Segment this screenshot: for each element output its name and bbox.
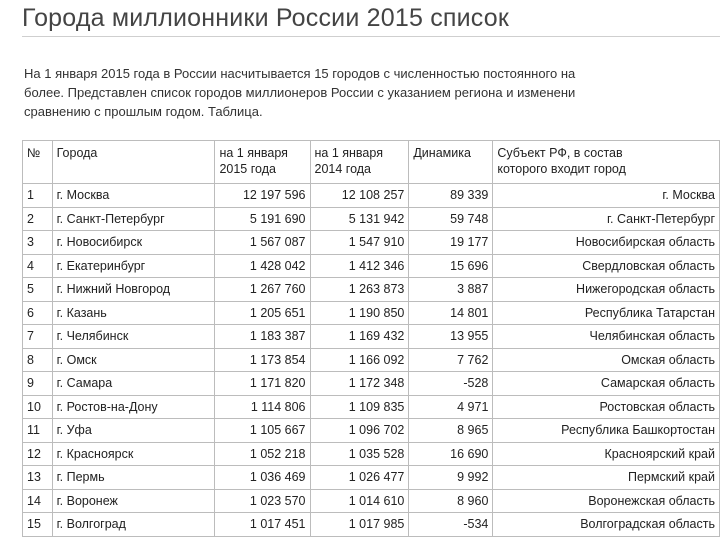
cell-subject: Воронежская область	[493, 489, 720, 513]
cell-2015: 1 023 570	[215, 489, 310, 513]
cell-2015: 1 036 469	[215, 466, 310, 490]
cell-num: 14	[23, 489, 53, 513]
cell-dynamics: 8 960	[409, 489, 493, 513]
cell-2014: 1 035 528	[310, 442, 409, 466]
table-row	[23, 513, 720, 537]
cell-num: 7	[23, 325, 53, 349]
header-2015	[215, 141, 310, 184]
cell-num: 11	[23, 419, 53, 443]
cell-dynamics: 3 887	[409, 278, 493, 302]
cell-2014: 1 190 850	[310, 301, 409, 325]
cell-num: 8	[23, 348, 53, 372]
cell-city: г. Уфа	[52, 419, 215, 443]
cell-num: 10	[23, 395, 53, 419]
cell-2014: 1 263 873	[310, 278, 409, 302]
cell-2014: 1 547 910	[310, 231, 409, 255]
cell-dynamics: -534	[409, 513, 493, 537]
cell-city: г. Самара	[52, 372, 215, 396]
cell-num: 12	[23, 442, 53, 466]
cell-2015: 1 052 218	[215, 442, 310, 466]
cell-city: г. Ростов-на-Дону	[52, 395, 215, 419]
table-header-row	[23, 141, 720, 184]
cell-2014: 1 026 477	[310, 466, 409, 490]
table-row	[23, 489, 720, 513]
cell-subject: Новосибирская область	[493, 231, 720, 255]
cell-2014: 1 166 092	[310, 348, 409, 372]
cell-2015: 1 017 451	[215, 513, 310, 537]
cell-num: 2	[23, 207, 53, 231]
cell-dynamics: 89 339	[409, 184, 493, 208]
table-body	[23, 184, 720, 537]
cell-city: г. Нижний Новгород	[52, 278, 215, 302]
cell-2014: 1 017 985	[310, 513, 409, 537]
table-row	[23, 442, 720, 466]
header-subject	[493, 141, 720, 184]
cell-2015: 1 205 651	[215, 301, 310, 325]
cell-subject: Нижегородская область	[493, 278, 720, 302]
page-title: Города миллионники России 2015 список	[22, 4, 510, 32]
cell-2015: 1 173 854	[215, 348, 310, 372]
cell-dynamics: 9 992	[409, 466, 493, 490]
table-row	[23, 325, 720, 349]
cell-2014: 1 096 702	[310, 419, 409, 443]
intro-line: более. Представлен список городов миллионеров России с указанием региона и изменени	[24, 85, 576, 100]
table-row	[23, 395, 720, 419]
cell-2015: 1 171 820	[215, 372, 310, 396]
cell-2014: 1 169 432	[310, 325, 409, 349]
table-row	[23, 184, 720, 208]
header-subject-line2: которого входит город	[497, 162, 626, 176]
cell-num: 1	[23, 184, 53, 208]
cell-num: 9	[23, 372, 53, 396]
cell-subject: Пермский край	[493, 466, 720, 490]
cell-dynamics: 7 762	[409, 348, 493, 372]
cell-num: 5	[23, 278, 53, 302]
cell-city: г. Воронеж	[52, 489, 215, 513]
cell-subject: Волгоградская область	[493, 513, 720, 537]
header-dynamics: Динамика	[409, 141, 493, 184]
cell-num: 13	[23, 466, 53, 490]
intro-line: На 1 января 2015 года в России насчитывается 15 городов с численностью постоянного на	[24, 66, 576, 81]
table-row	[23, 372, 720, 396]
cell-dynamics: 13 955	[409, 325, 493, 349]
cell-dynamics: 14 801	[409, 301, 493, 325]
table-row	[23, 231, 720, 255]
table-row	[23, 207, 720, 231]
cell-2015: 1 183 387	[215, 325, 310, 349]
header-2014-line2: 2014 года	[314, 162, 371, 176]
cell-2014: 1 109 835	[310, 395, 409, 419]
cell-subject: Красноярский край	[493, 442, 720, 466]
table-row	[23, 466, 720, 490]
cell-2014: 12 108 257	[310, 184, 409, 208]
table-row	[23, 419, 720, 443]
cell-city: г. Екатеринбург	[52, 254, 215, 278]
cell-subject: Свердловская область	[493, 254, 720, 278]
cell-city: г. Москва	[52, 184, 215, 208]
cell-city: г. Красноярск	[52, 442, 215, 466]
header-num: №	[23, 141, 53, 184]
cell-subject: Республика Татарстан	[493, 301, 720, 325]
header-2015-line1: на 1 января	[219, 146, 288, 160]
cell-2015: 1 428 042	[215, 254, 310, 278]
intro-paragraph	[24, 64, 720, 121]
table-row	[23, 301, 720, 325]
cell-subject: г. Москва	[493, 184, 720, 208]
cell-2015: 1 567 087	[215, 231, 310, 255]
cell-subject: Омская область	[493, 348, 720, 372]
cell-city: г. Санкт-Петербург	[52, 207, 215, 231]
cell-dynamics: -528	[409, 372, 493, 396]
cell-subject: Самарская область	[493, 372, 720, 396]
cell-dynamics: 4 971	[409, 395, 493, 419]
cell-dynamics: 16 690	[409, 442, 493, 466]
cell-city: г. Омск	[52, 348, 215, 372]
cell-num: 4	[23, 254, 53, 278]
table-row	[23, 254, 720, 278]
cell-2014: 1 014 610	[310, 489, 409, 513]
cell-dynamics: 59 748	[409, 207, 493, 231]
header-2014-line1: на 1 января	[314, 146, 383, 160]
cell-subject: Республика Башкортостан	[493, 419, 720, 443]
cell-2015: 1 114 806	[215, 395, 310, 419]
cell-2015: 1 105 667	[215, 419, 310, 443]
table-row	[23, 278, 720, 302]
table-row	[23, 348, 720, 372]
cell-city: г. Челябинск	[52, 325, 215, 349]
header-2015-line2: 2015 года	[219, 162, 276, 176]
cell-num: 15	[23, 513, 53, 537]
cell-city: г. Казань	[52, 301, 215, 325]
cell-2015: 5 191 690	[215, 207, 310, 231]
cell-dynamics: 8 965	[409, 419, 493, 443]
intro-line: сравнению с прошлым годом. Таблица.	[24, 104, 263, 119]
cell-num: 6	[23, 301, 53, 325]
cell-2014: 1 172 348	[310, 372, 409, 396]
header-2014	[310, 141, 409, 184]
title-divider	[22, 36, 720, 37]
cell-city: г. Новосибирск	[52, 231, 215, 255]
cell-2014: 5 131 942	[310, 207, 409, 231]
cell-2015: 1 267 760	[215, 278, 310, 302]
cell-subject: г. Санкт-Петербург	[493, 207, 720, 231]
cell-dynamics: 15 696	[409, 254, 493, 278]
cell-num: 3	[23, 231, 53, 255]
header-city: Города	[52, 141, 215, 184]
cell-subject: Челябинская область	[493, 325, 720, 349]
cell-2014: 1 412 346	[310, 254, 409, 278]
cell-subject: Ростовская область	[493, 395, 720, 419]
cell-2015: 12 197 596	[215, 184, 310, 208]
cities-table	[22, 140, 720, 537]
cell-city: г. Волгоград	[52, 513, 215, 537]
cell-dynamics: 19 177	[409, 231, 493, 255]
header-subject-line1: Субъект РФ, в состав	[497, 146, 623, 160]
cell-city: г. Пермь	[52, 466, 215, 490]
